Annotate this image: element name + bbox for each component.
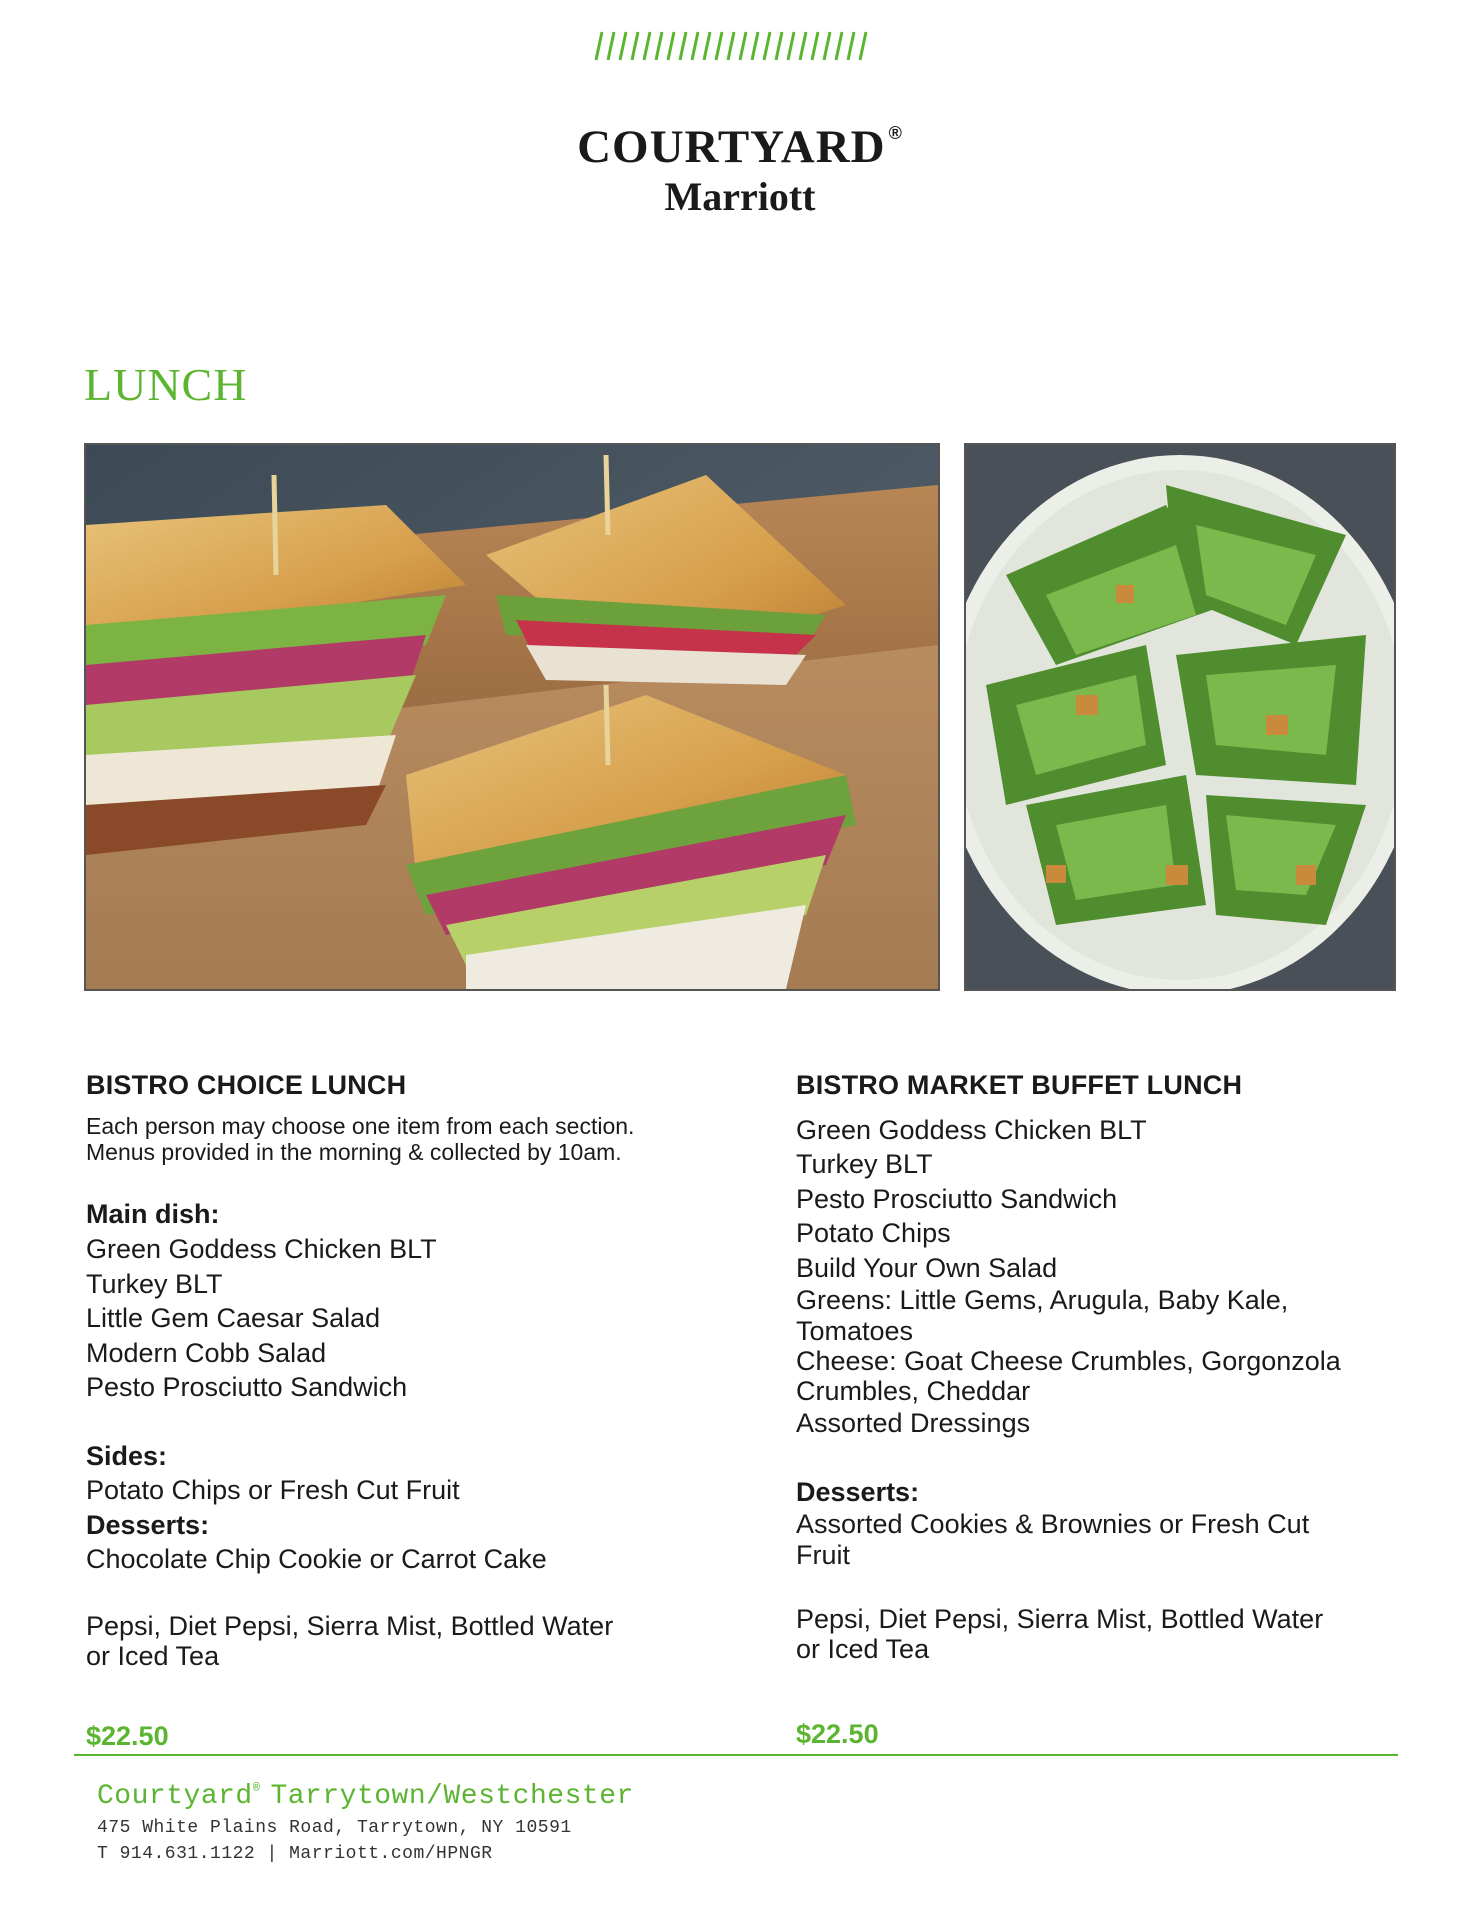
drinks-item: Pepsi, Diet Pepsi, Sierra Mist, Bottled Water or Iced Tea <box>86 1610 614 1672</box>
hotel-name: Courtyard® Tarrytown/Westchester <box>97 1781 634 1812</box>
hotel-registered-mark: ® <box>252 1781 261 1795</box>
sides-heading: Sides: <box>86 1440 168 1471</box>
main-dish-heading: Main dish: <box>86 1199 220 1230</box>
greens-item: Greens: Little Gems, Arugula, Baby Kale, Tomatoes <box>796 1285 1289 1346</box>
list-item: Pesto Prosciutto Sandwich <box>86 1372 408 1403</box>
menu-title: BISTRO MARKET BUFFET LUNCH <box>796 1070 1243 1100</box>
sides-item: Potato Chips or Fresh Cut Fruit <box>86 1475 460 1506</box>
list-item: Turkey BLT <box>796 1149 933 1180</box>
list-item: Build Your Own Salad <box>796 1252 1058 1283</box>
list-item: Pesto Prosciutto Sandwich <box>796 1183 1118 1214</box>
drinks-item: Pepsi, Diet Pepsi, Sierra Mist, Bottled Water or Iced Tea <box>796 1603 1324 1665</box>
desserts-heading: Desserts: <box>86 1509 210 1540</box>
green-hatch-decoration <box>592 30 877 62</box>
logo-registered-mark: ® <box>888 123 903 143</box>
hotel-footer <box>97 1781 634 1864</box>
desserts-item: Assorted Cookies & Brownies or Fresh Cut Fruit <box>796 1509 1310 1570</box>
dressings-item: Assorted Dressings <box>796 1408 1031 1439</box>
list-item: Modern Cobb Salad <box>86 1337 327 1368</box>
logo-brand: COURTYARD ® <box>577 121 903 173</box>
bistro-market-buffet-menu <box>796 1068 1396 1664</box>
bistro-market-price: $22.50 <box>796 1719 879 1749</box>
section-title: LUNCH <box>84 359 248 410</box>
list-item: Green Goddess Chicken BLT <box>796 1114 1147 1145</box>
desserts-item: Chocolate Chip Cookie or Carrot Cake <box>86 1544 547 1575</box>
desserts-heading: Desserts: <box>796 1476 920 1507</box>
courtyard-marriott-logo <box>440 121 1040 219</box>
logo-sub: Marriott <box>664 174 816 219</box>
footer-divider <box>74 1754 1398 1756</box>
list-item: Little Gem Caesar Salad <box>86 1303 381 1334</box>
bistro-choice-lunch-menu <box>86 1068 686 1671</box>
caesar-salad-photo <box>964 443 1396 991</box>
list-item: Turkey BLT <box>86 1268 223 1299</box>
list-item: Potato Chips <box>796 1218 951 1249</box>
menu-title: BISTRO CHOICE LUNCH <box>86 1070 407 1100</box>
cheese-item: Cheese: Goat Cheese Crumbles, Gorgonzola Crumbles, Cheddar <box>796 1345 1341 1406</box>
bistro-choice-price: $22.50 <box>86 1721 169 1751</box>
hotel-address: 475 White Plains Road, Tarrytown, NY 10591 <box>97 1818 572 1838</box>
list-item: Green Goddess Chicken BLT <box>86 1233 437 1264</box>
hotel-contact: T 914.631.1122 | Marriott.com/HPNGR <box>97 1844 493 1864</box>
menu-note: Each person may choose one item from each section. Menus provided in the morning & collected by 10am. <box>86 1112 635 1165</box>
club-sandwich-photo <box>84 443 940 991</box>
